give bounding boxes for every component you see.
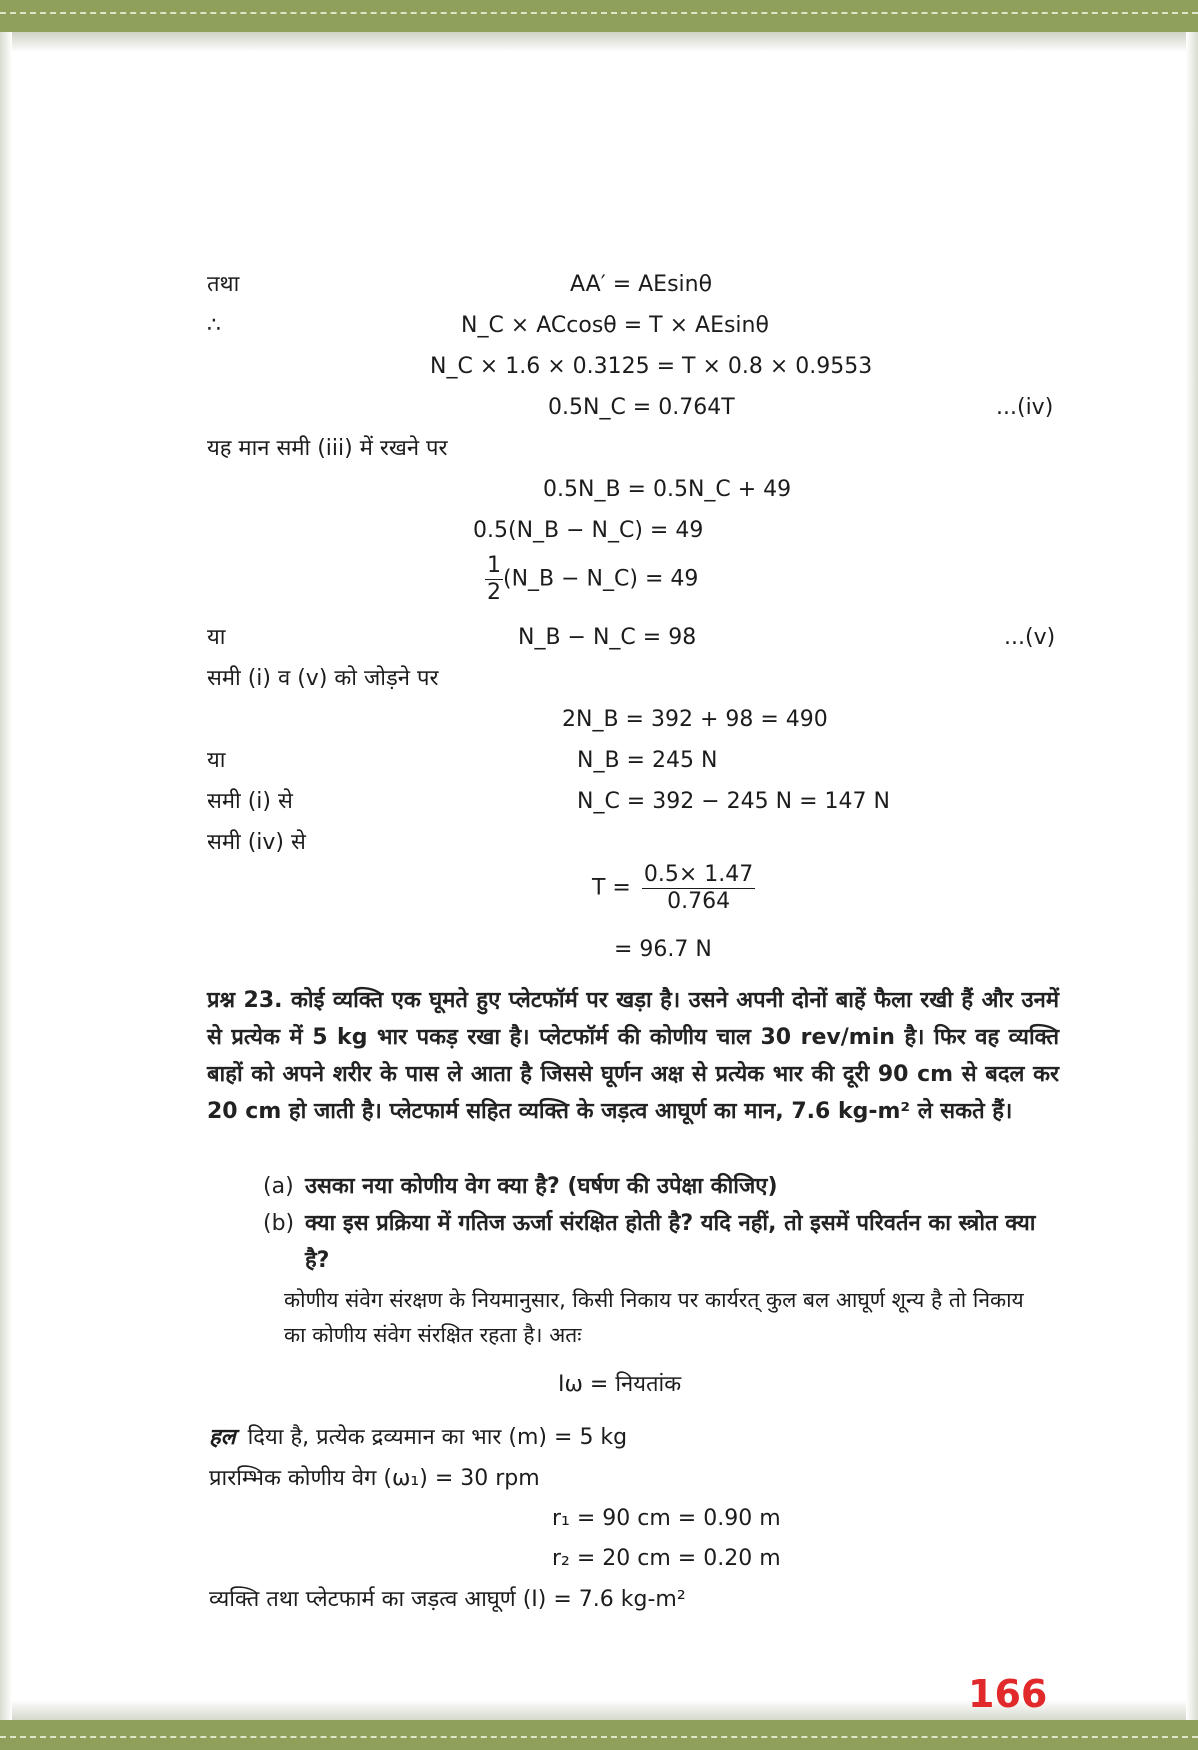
question-part-a <box>263 1168 1059 1205</box>
equation-16-result: = 96.7 N <box>614 937 712 962</box>
solution-r2: r₂ = 20 cm = 0.20 m <box>552 1546 781 1571</box>
question-text: कोई व्यक्ति एक घूमते हुए प्लेटफॉर्म पर खड़ा है। उसने अपनी दोनों बाहें फैला रखी हैं और उनमें से प्रत्येक में 5 kg भार पकड़ रखा है। प्लेटफॉर्म की कोणीय चाल 30 rev/min है। फिर वह व्यक्ति बाहों को अपने शरीर के पास ले आता है जिससे घूर्णन अक्ष से प्रत्येक भार की दूरी 90 cm से बदल कर 20 cm हो जाती है। प्लेटफार्म सहित व्यक्ति के जड़त्व आघूर्ण का मान, 7.6 kg-m² ले सकते हैं। <box>207 988 1059 1124</box>
question-part-b-text: क्या इस प्रक्रिया में गतिज ऊर्जा संरक्षित होती है? यदि नहीं, तो इसमें परिवर्तन का स्त्रोत क्या है? <box>305 1211 1036 1273</box>
line-label-tatha: तथा <box>207 272 240 297</box>
question-part-b <box>263 1205 1059 1279</box>
equation-11: 2N_B = 392 + 98 = 490 <box>562 707 828 732</box>
fraction-tension-numerator: 0.5× 1.47 <box>643 862 754 887</box>
line-label-therefore: ∴ <box>207 313 221 338</box>
equation-1: AA′ = AEsinθ <box>570 272 713 297</box>
line-label-sami-i: समी (i) से <box>207 789 293 814</box>
solution-moment-of-inertia: व्यक्ति तथा प्लेटफार्म का जड़त्व आघूर्ण (I) = 7.6 kg-m² <box>209 1587 686 1612</box>
question-part-b-mark: (b) <box>263 1211 295 1236</box>
question-part-a-mark: (a) <box>263 1174 294 1199</box>
equation-3: N_C × 1.6 × 0.3125 = T × 0.8 × 0.9553 <box>430 354 873 379</box>
line-label-sami-iv: समी (iv) से <box>207 830 306 855</box>
question-23 <box>207 982 1059 1130</box>
solution-label: हल <box>209 1425 236 1450</box>
text-add-equations: समी (i) व (v) को जोड़ने पर <box>207 666 439 691</box>
fraction-half-numerator: 1 <box>487 553 501 578</box>
solution-given-mass: दिया है, प्रत्येक द्रव्यमान का भार (m) = 5 kg <box>247 1425 628 1450</box>
fraction-tension-denominator: 0.764 <box>667 889 731 914</box>
concept-paragraph: कोणीय संवेग संरक्षण के नियमानुसार, किसी निकाय पर कार्यरत् कुल बल आघूर्ण शून्य है तो निकाय का कोणीय संवेग संरक्षित रहता है। अतः <box>284 1288 1024 1347</box>
equation-6: 0.5N_B = 0.5N_C + 49 <box>543 477 792 502</box>
equation-15 <box>592 862 755 915</box>
question-number: प्रश्न 23. <box>207 988 283 1013</box>
fraction-tension <box>642 862 755 915</box>
equation-12: N_B = 245 N <box>577 748 718 773</box>
equation-15-lhs: T = <box>592 875 631 901</box>
solution-r1: r₁ = 90 cm = 0.90 m <box>552 1506 781 1531</box>
equation-8 <box>485 553 698 606</box>
equation-2: N_C × ACcosθ = T × AEsinθ <box>461 313 769 338</box>
equation-9: N_B − N_C = 98 <box>518 625 697 650</box>
question-part-a-text: उसका नया कोणीय वेग क्या है? (घर्षण की उपेक्षा कीजिए) <box>305 1174 778 1199</box>
solution-initial-angular-velocity: प्रारम्भिक कोणीय वेग (ω₁) = 30 rpm <box>209 1466 540 1491</box>
equation-8-rest: (N_B − N_C) = 49 <box>503 566 699 592</box>
solution-line-1 <box>209 1423 627 1453</box>
text-substitute-iii: यह मान समी (iii) में रखने पर <box>207 436 448 461</box>
fraction-half-denominator: 2 <box>487 580 501 605</box>
equation-tag-iv: ...(iv) <box>996 395 1054 420</box>
equation-tag-v: ...(v) <box>1004 625 1056 650</box>
line-label-ya-2: या <box>207 748 226 773</box>
fraction-half <box>485 553 503 606</box>
equation-13: N_C = 392 − 245 N = 147 N <box>577 789 890 814</box>
equation-7: 0.5(N_B − N_C) = 49 <box>473 518 704 543</box>
concept-equation: Iω = नियतांक <box>558 1372 682 1397</box>
equation-4: 0.5N_C = 0.764T <box>548 395 735 420</box>
line-label-ya-1: या <box>207 625 226 650</box>
page-number: 166 <box>968 1672 1048 1716</box>
